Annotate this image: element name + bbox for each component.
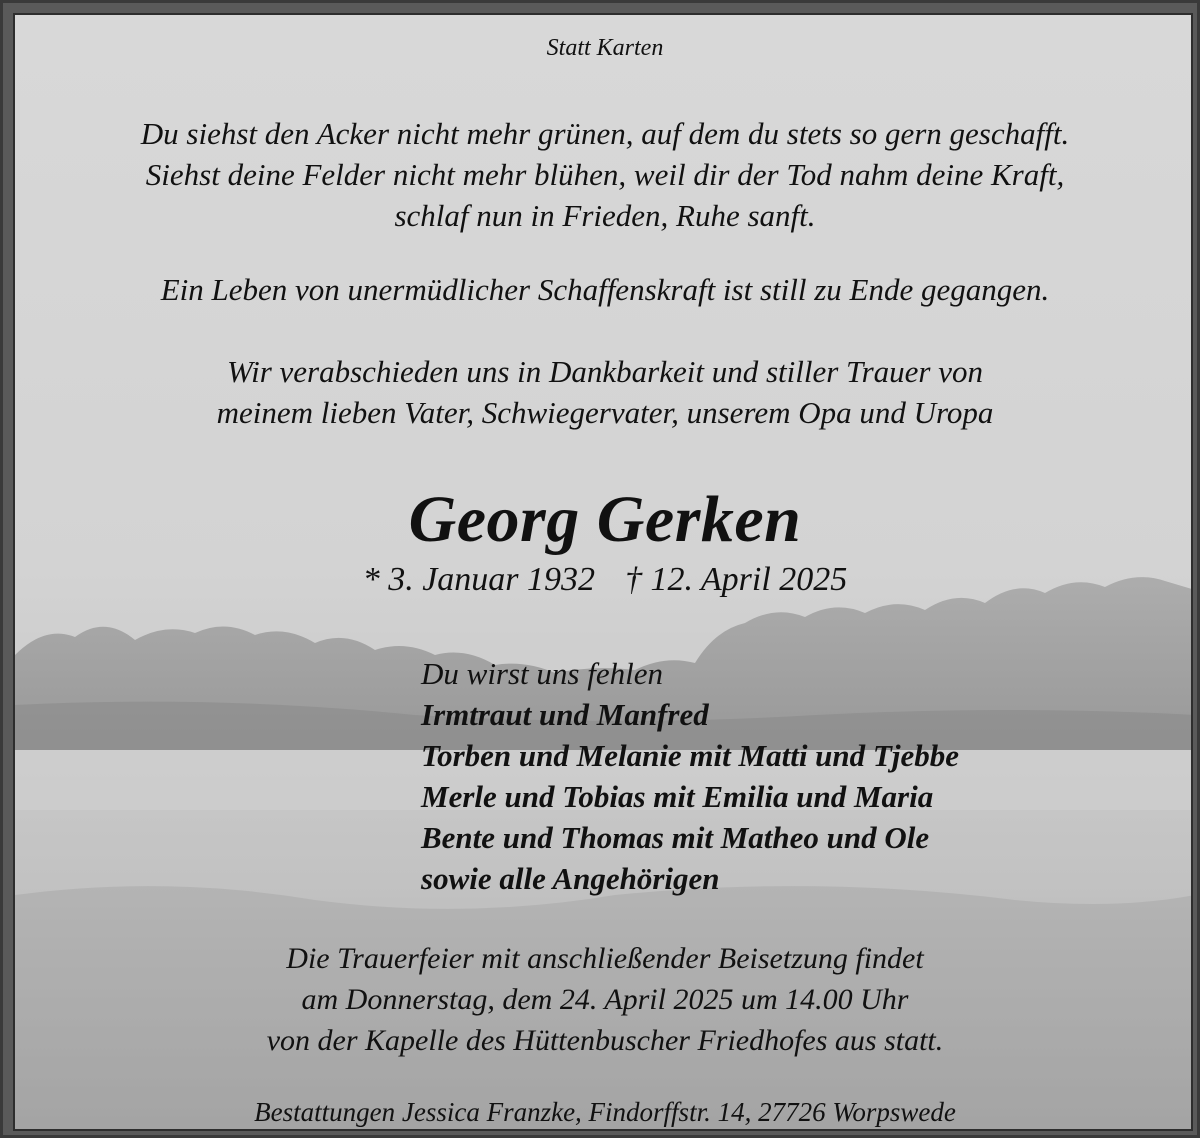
mourner-line: Irmtraut und Manfred	[421, 697, 709, 732]
mourner-line: Torben und Melanie mit Matti und Tjebbe	[421, 738, 959, 773]
deceased-name: Georg Gerken	[408, 483, 802, 556]
poem-line-3: schlaf nun in Frieden, Ruhe sanft.	[394, 198, 816, 233]
farewell-line-2: meinem lieben Vater, Schwiegervater, unserem Opa und Uropa	[216, 395, 994, 430]
funeral-info-line-3: von der Kapelle des Hüttenbuscher Friedhofes aus statt.	[266, 1024, 944, 1057]
birth-date: * 3. Januar 1932	[362, 561, 596, 598]
mourner-line: sowie alle Angehörigen	[421, 861, 720, 896]
life-statement: Ein Leben von unermüdlicher Schaffenskraft ist still zu Ende gegangen.	[160, 272, 1050, 307]
mourner-line: Bente und Thomas mit Matheo und Ole	[421, 820, 930, 855]
funeral-info-line-2: am Donnerstag, dem 24. April 2025 um 14.00 Uhr	[301, 983, 909, 1016]
undertaker-address: Bestattungen Jessica Franzke, Findorffstr. 14, 27726 Worpswede	[254, 1097, 956, 1127]
poem-line-1: Du siehst den Acker nicht mehr grünen, auf dem du stets so gern geschafft.	[140, 116, 1070, 151]
obituary-text	[15, 15, 1193, 1131]
death-date: † 12. April 2025	[625, 561, 848, 598]
mourners-block	[421, 653, 959, 899]
heading-statt-karten: Statt Karten	[546, 35, 664, 61]
poem-line-2: Siehst deine Felder nicht mehr blühen, weil dir der Tod nahm deine Kraft,	[145, 157, 1065, 192]
life-dates	[15, 561, 1193, 599]
farewell-line-1: Wir verabschieden uns in Dankbarkeit und stiller Trauer von	[227, 354, 983, 389]
family-intro: Du wirst uns fehlen	[421, 656, 663, 691]
funeral-info-line-1: Die Trauerfeier mit anschließender Beisetzung findet	[286, 942, 924, 975]
mourner-line: Merle und Tobias mit Emilia und Maria	[421, 779, 934, 814]
obituary-panel	[13, 13, 1193, 1131]
